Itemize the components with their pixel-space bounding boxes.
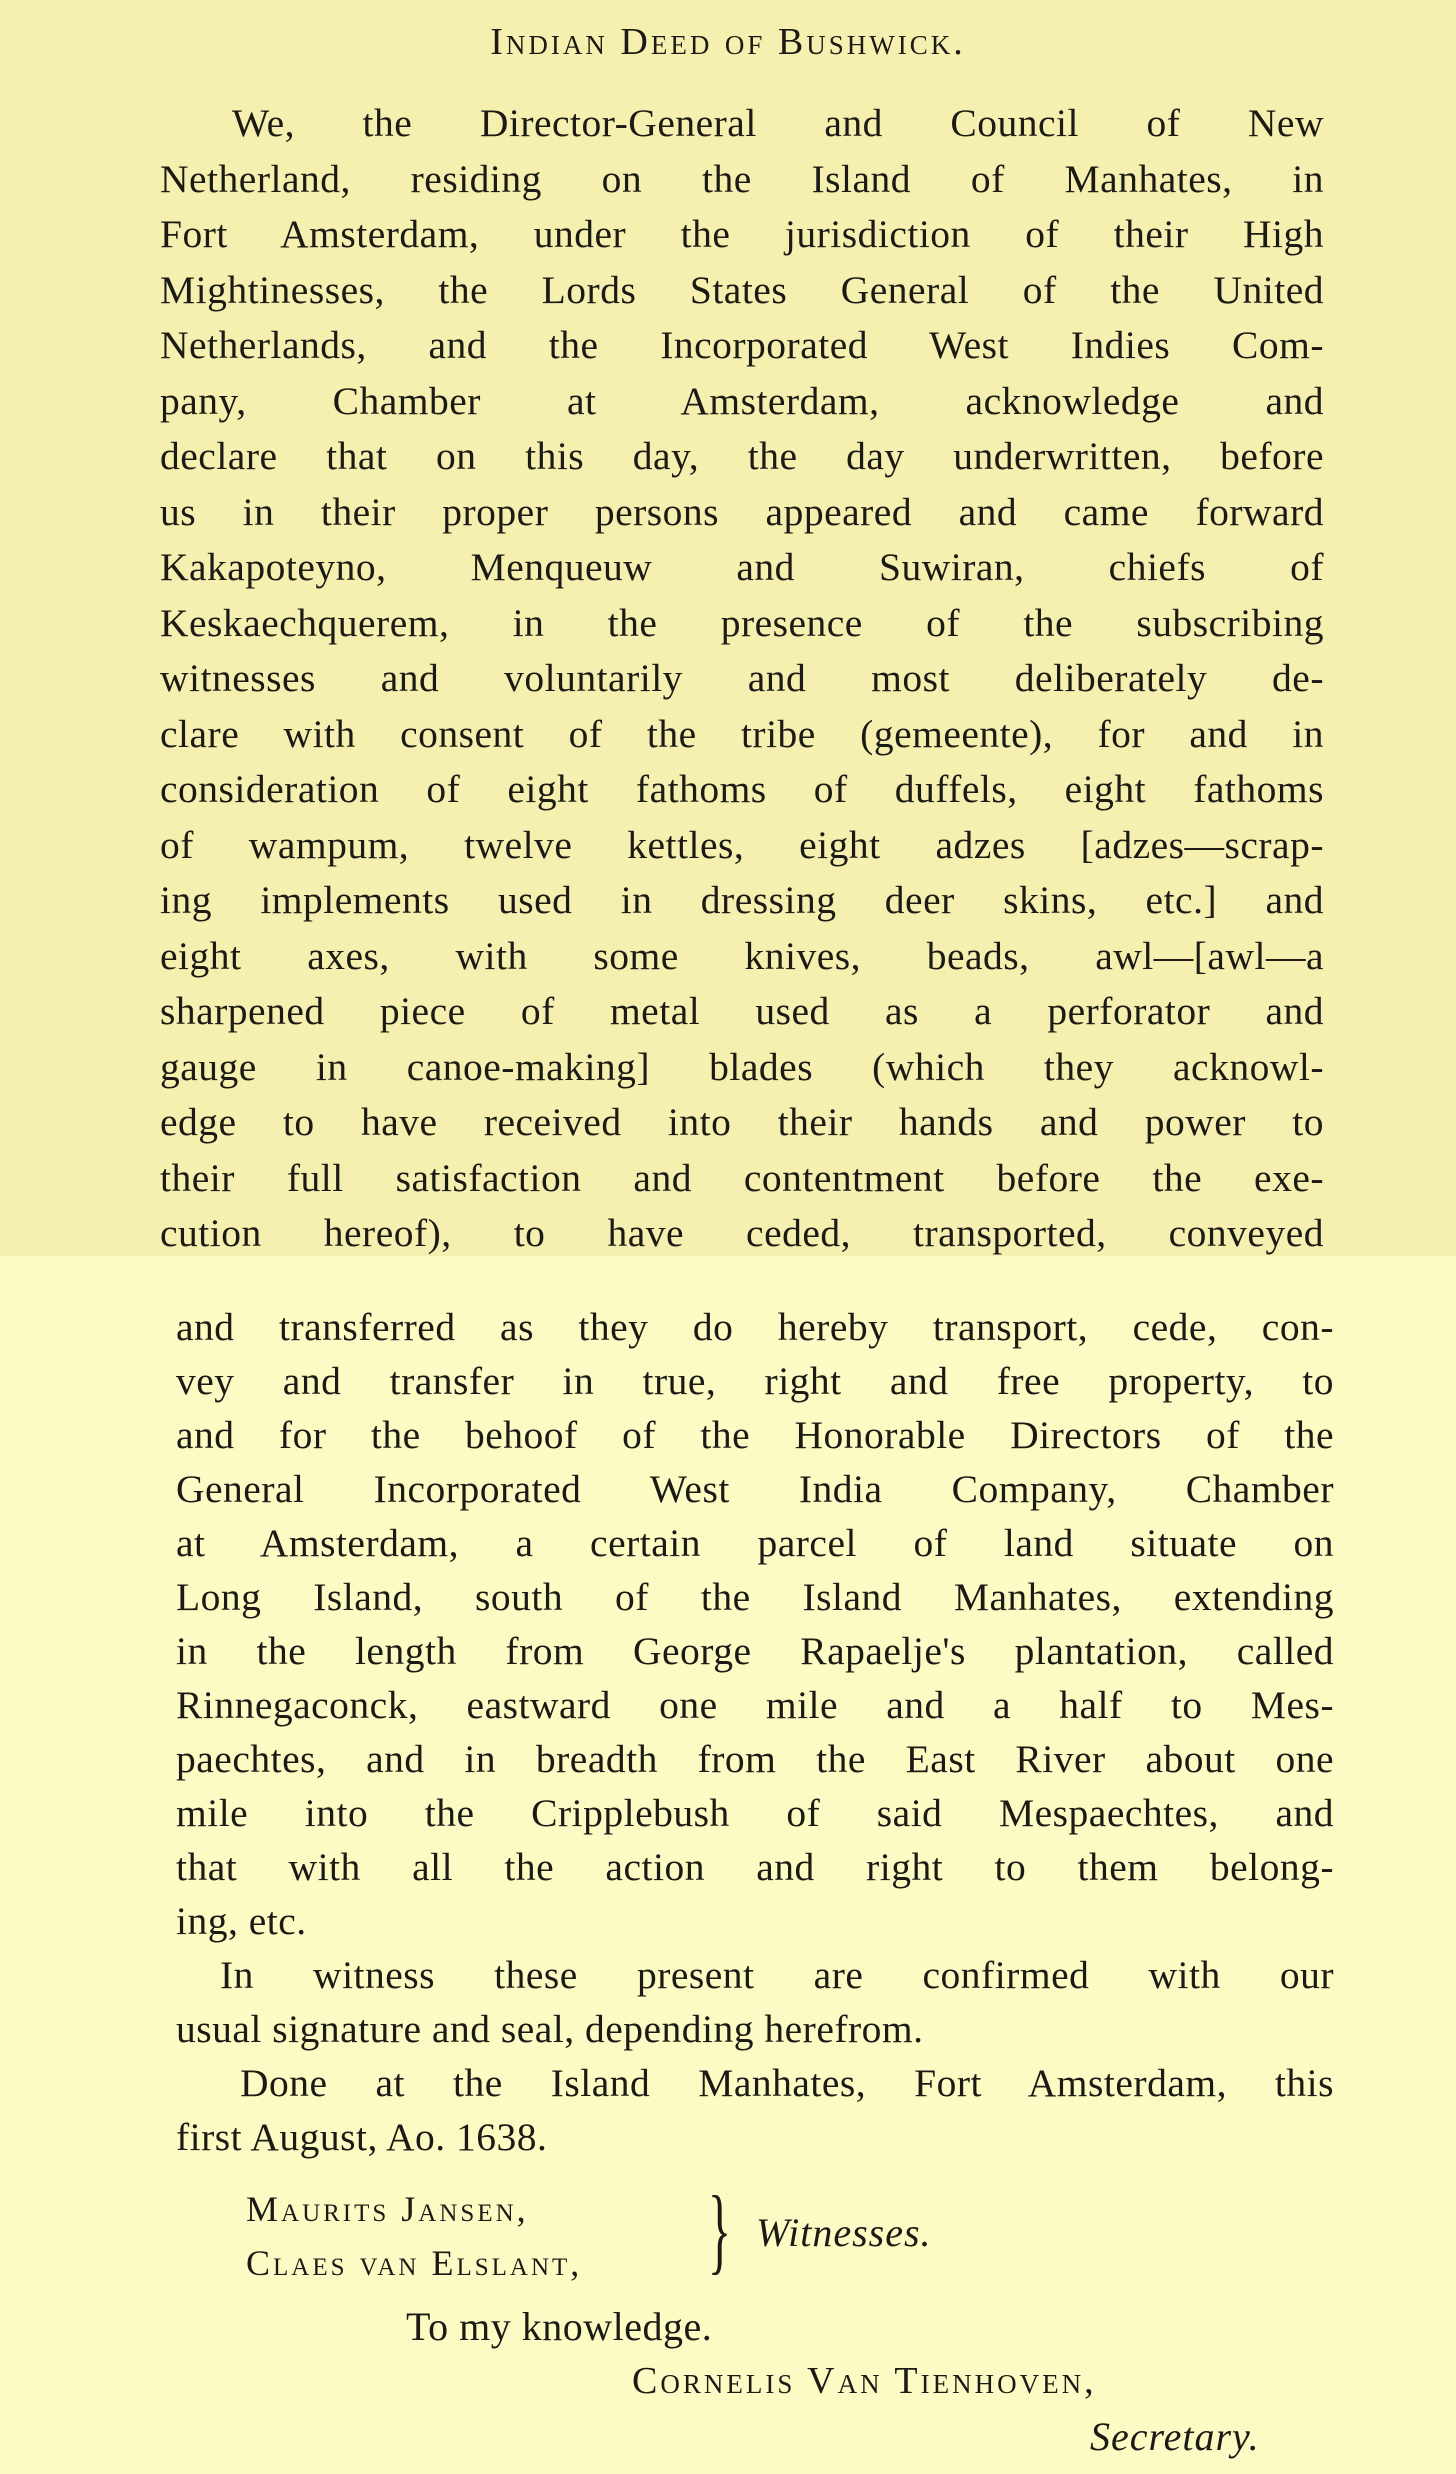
text-line: that with all the action and right to them belong- [176,1845,1334,1889]
deed-body-part-1 [160,96,1324,1262]
text-line: eight axes, with some knives, beads, awl—[awl—a [160,933,1324,978]
witness-name: Claes van Elslant, [246,2243,583,2283]
text-line: ing, etc. [176,1899,307,1943]
text-line: sharpened piece of metal used as a perforator and [160,989,1324,1033]
text-line: vey and transfer in true, right and free property, to [176,1359,1334,1403]
text-line: Netherland, residing on the Island of Manhates, in [160,156,1324,201]
text-line: and for the behoof of the Honorable Directors of the [176,1413,1334,1457]
text-line: pany, Chamber at Amsterdam, acknowledge and [160,378,1324,423]
text-line: usual signature and seal, depending herefrom. [176,2007,924,2051]
text-line: consideration of eight fathoms of duffels, eight fathoms [160,767,1324,811]
text-line: us in their proper persons appeared and came forward [160,489,1324,534]
text-line: Netherlands, and the Incorporated West Indies Com- [160,323,1324,367]
text-line: Kakapoteyno, Menqueuw and Suwiran, chiefs of [160,545,1324,589]
attestation-text: To my knowledge. [406,2304,713,2349]
text-line: clare with consent of the tribe (gemeente), for and in [160,711,1324,756]
text-line: of wampum, twelve kettles, eight adzes [adzes—scrap- [160,822,1324,867]
text-line: witnesses and voluntarily and most deliberately de- [160,656,1324,700]
text-line: Long Island, south of the Island Manhates, extending [176,1575,1334,1619]
text-line: General Incorporated West India Company, Chamber [176,1467,1334,1511]
text-line: and transferred as they do hereby transport, cede, con- [176,1305,1334,1349]
text-line: We, the Director-General and Council of New [232,101,1324,145]
page-title: Indian Deed of Bushwick. [490,21,966,63]
text-line: in the length from George Rapaelje's plantation, called [176,1629,1334,1673]
secretary-title: Secretary. [1090,2414,1260,2459]
text-line: their full satisfaction and contentment before the exe- [160,1155,1324,1200]
text-line: mile into the Cripplebush of said Mespaechtes, and [176,1791,1334,1835]
text-line: Rinnegaconck, eastward one mile and a half to Mes- [176,1683,1334,1727]
secretary-name: Cornelis Van Tienhoven, [632,2360,1097,2402]
text-line: Mightinesses, the Lords States General of the United [160,267,1324,312]
witness-brace: } [708,2176,732,2283]
text-line: first August, Ao. 1638. [176,2115,548,2159]
text-line: edge to have received into their hands and power to [160,1100,1324,1144]
text-line: Done at the Island Manhates, Fort Amsterdam, this [240,2061,1334,2105]
text-line: ing implements used in dressing deer skins, etc.] and [160,878,1324,922]
text-line: gauge in canoe-making] blades (which they acknowl- [160,1044,1324,1089]
witness-name: Maurits Jansen, [246,2189,529,2229]
text-line: Keskaechquerem, in the presence of the subscribing [160,600,1324,645]
text-line: paechtes, and in breadth from the East River about one [176,1737,1334,1781]
text-line: cution hereof), to have ceded, transported, conveyed [160,1211,1324,1255]
deed-body-part-2 [176,1300,1334,2164]
text-line: In witness these present are confirmed with our [220,1953,1334,1997]
text-line: declare that on this day, the day underwritten, before [160,434,1324,478]
text-line: Fort Amsterdam, under the jurisdiction of their High [160,212,1324,256]
witnesses-label: Witnesses. [756,2210,932,2255]
text-line: at Amsterdam, a certain parcel of land situate on [176,1521,1334,1565]
